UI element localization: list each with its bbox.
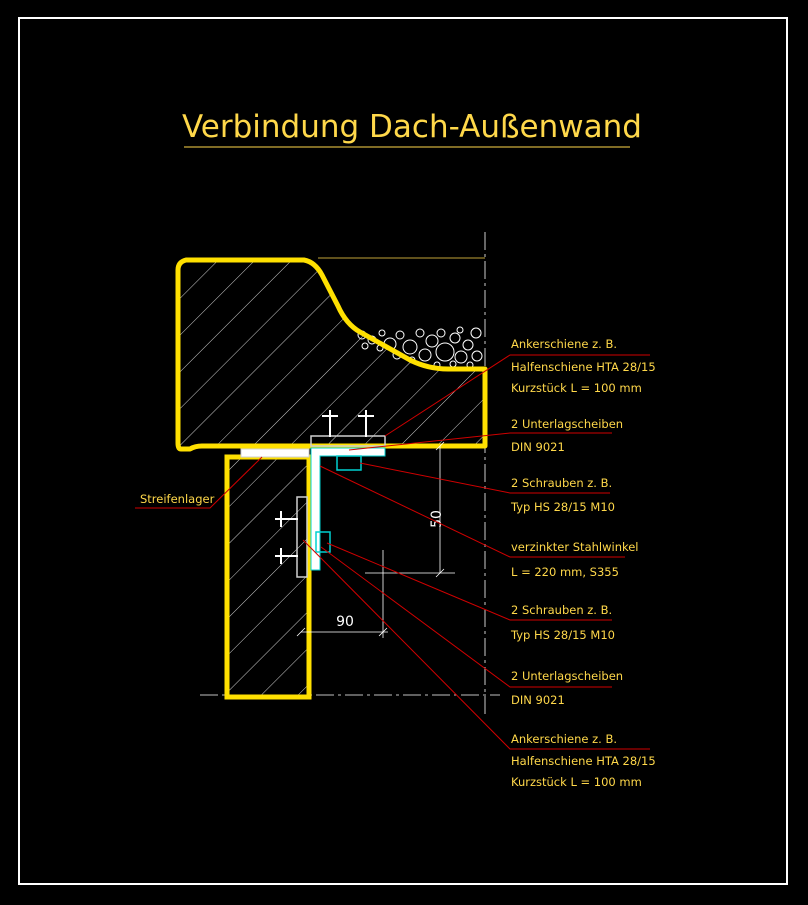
callout-5-line-1: 2 Schrauben z. B. bbox=[511, 603, 613, 617]
callout-3 bbox=[510, 476, 615, 514]
callout-3-line-1: 2 Schrauben z. B. bbox=[511, 476, 613, 490]
strip-bearing bbox=[241, 449, 309, 457]
callout-1 bbox=[511, 337, 656, 395]
callout-4-line-2: L = 220 mm, S355 bbox=[511, 565, 619, 579]
callout-4-line-1: verzinkter Stahlwinkel bbox=[511, 540, 639, 554]
drawing-title: Verbindung Dach-Außenwand bbox=[182, 109, 642, 145]
callout-1-line-1: Ankerschiene z. B. bbox=[511, 337, 617, 351]
dimension-90-label: 90 bbox=[336, 614, 354, 630]
dimension-50-label: 50 bbox=[429, 510, 445, 528]
callout-4 bbox=[511, 540, 639, 579]
bolt-head-top bbox=[337, 456, 361, 470]
callout-2-line-1: 2 Unterlagscheiben bbox=[511, 417, 624, 431]
callout-6-line-2: DIN 9021 bbox=[511, 693, 565, 707]
callout-6-line-1: 2 Unterlagscheiben bbox=[511, 669, 624, 683]
callout-7-line-2: Halfenschiene HTA 28/15 bbox=[511, 754, 656, 768]
callout-6 bbox=[511, 669, 623, 707]
callout-2-line-2: DIN 9021 bbox=[511, 440, 565, 454]
callout-7-line-3: Kurzstück L = 100 mm bbox=[511, 775, 642, 789]
roof-slab bbox=[178, 260, 485, 449]
callout-7-line-1: Ankerschiene z. B. bbox=[511, 732, 617, 746]
label-streifenlager: Streifenlager bbox=[140, 492, 215, 506]
callout-1-line-2: Halfenschiene HTA 28/15 bbox=[511, 360, 656, 374]
callout-7 bbox=[511, 732, 656, 789]
callout-2 bbox=[511, 417, 623, 454]
callout-1-line-3: Kurzstück L = 100 mm bbox=[511, 381, 642, 395]
callout-5-line-2: Typ HS 28/15 M10 bbox=[511, 628, 615, 642]
callout-3-line-2: Typ HS 28/15 M10 bbox=[511, 500, 615, 514]
callout-5 bbox=[510, 603, 615, 642]
